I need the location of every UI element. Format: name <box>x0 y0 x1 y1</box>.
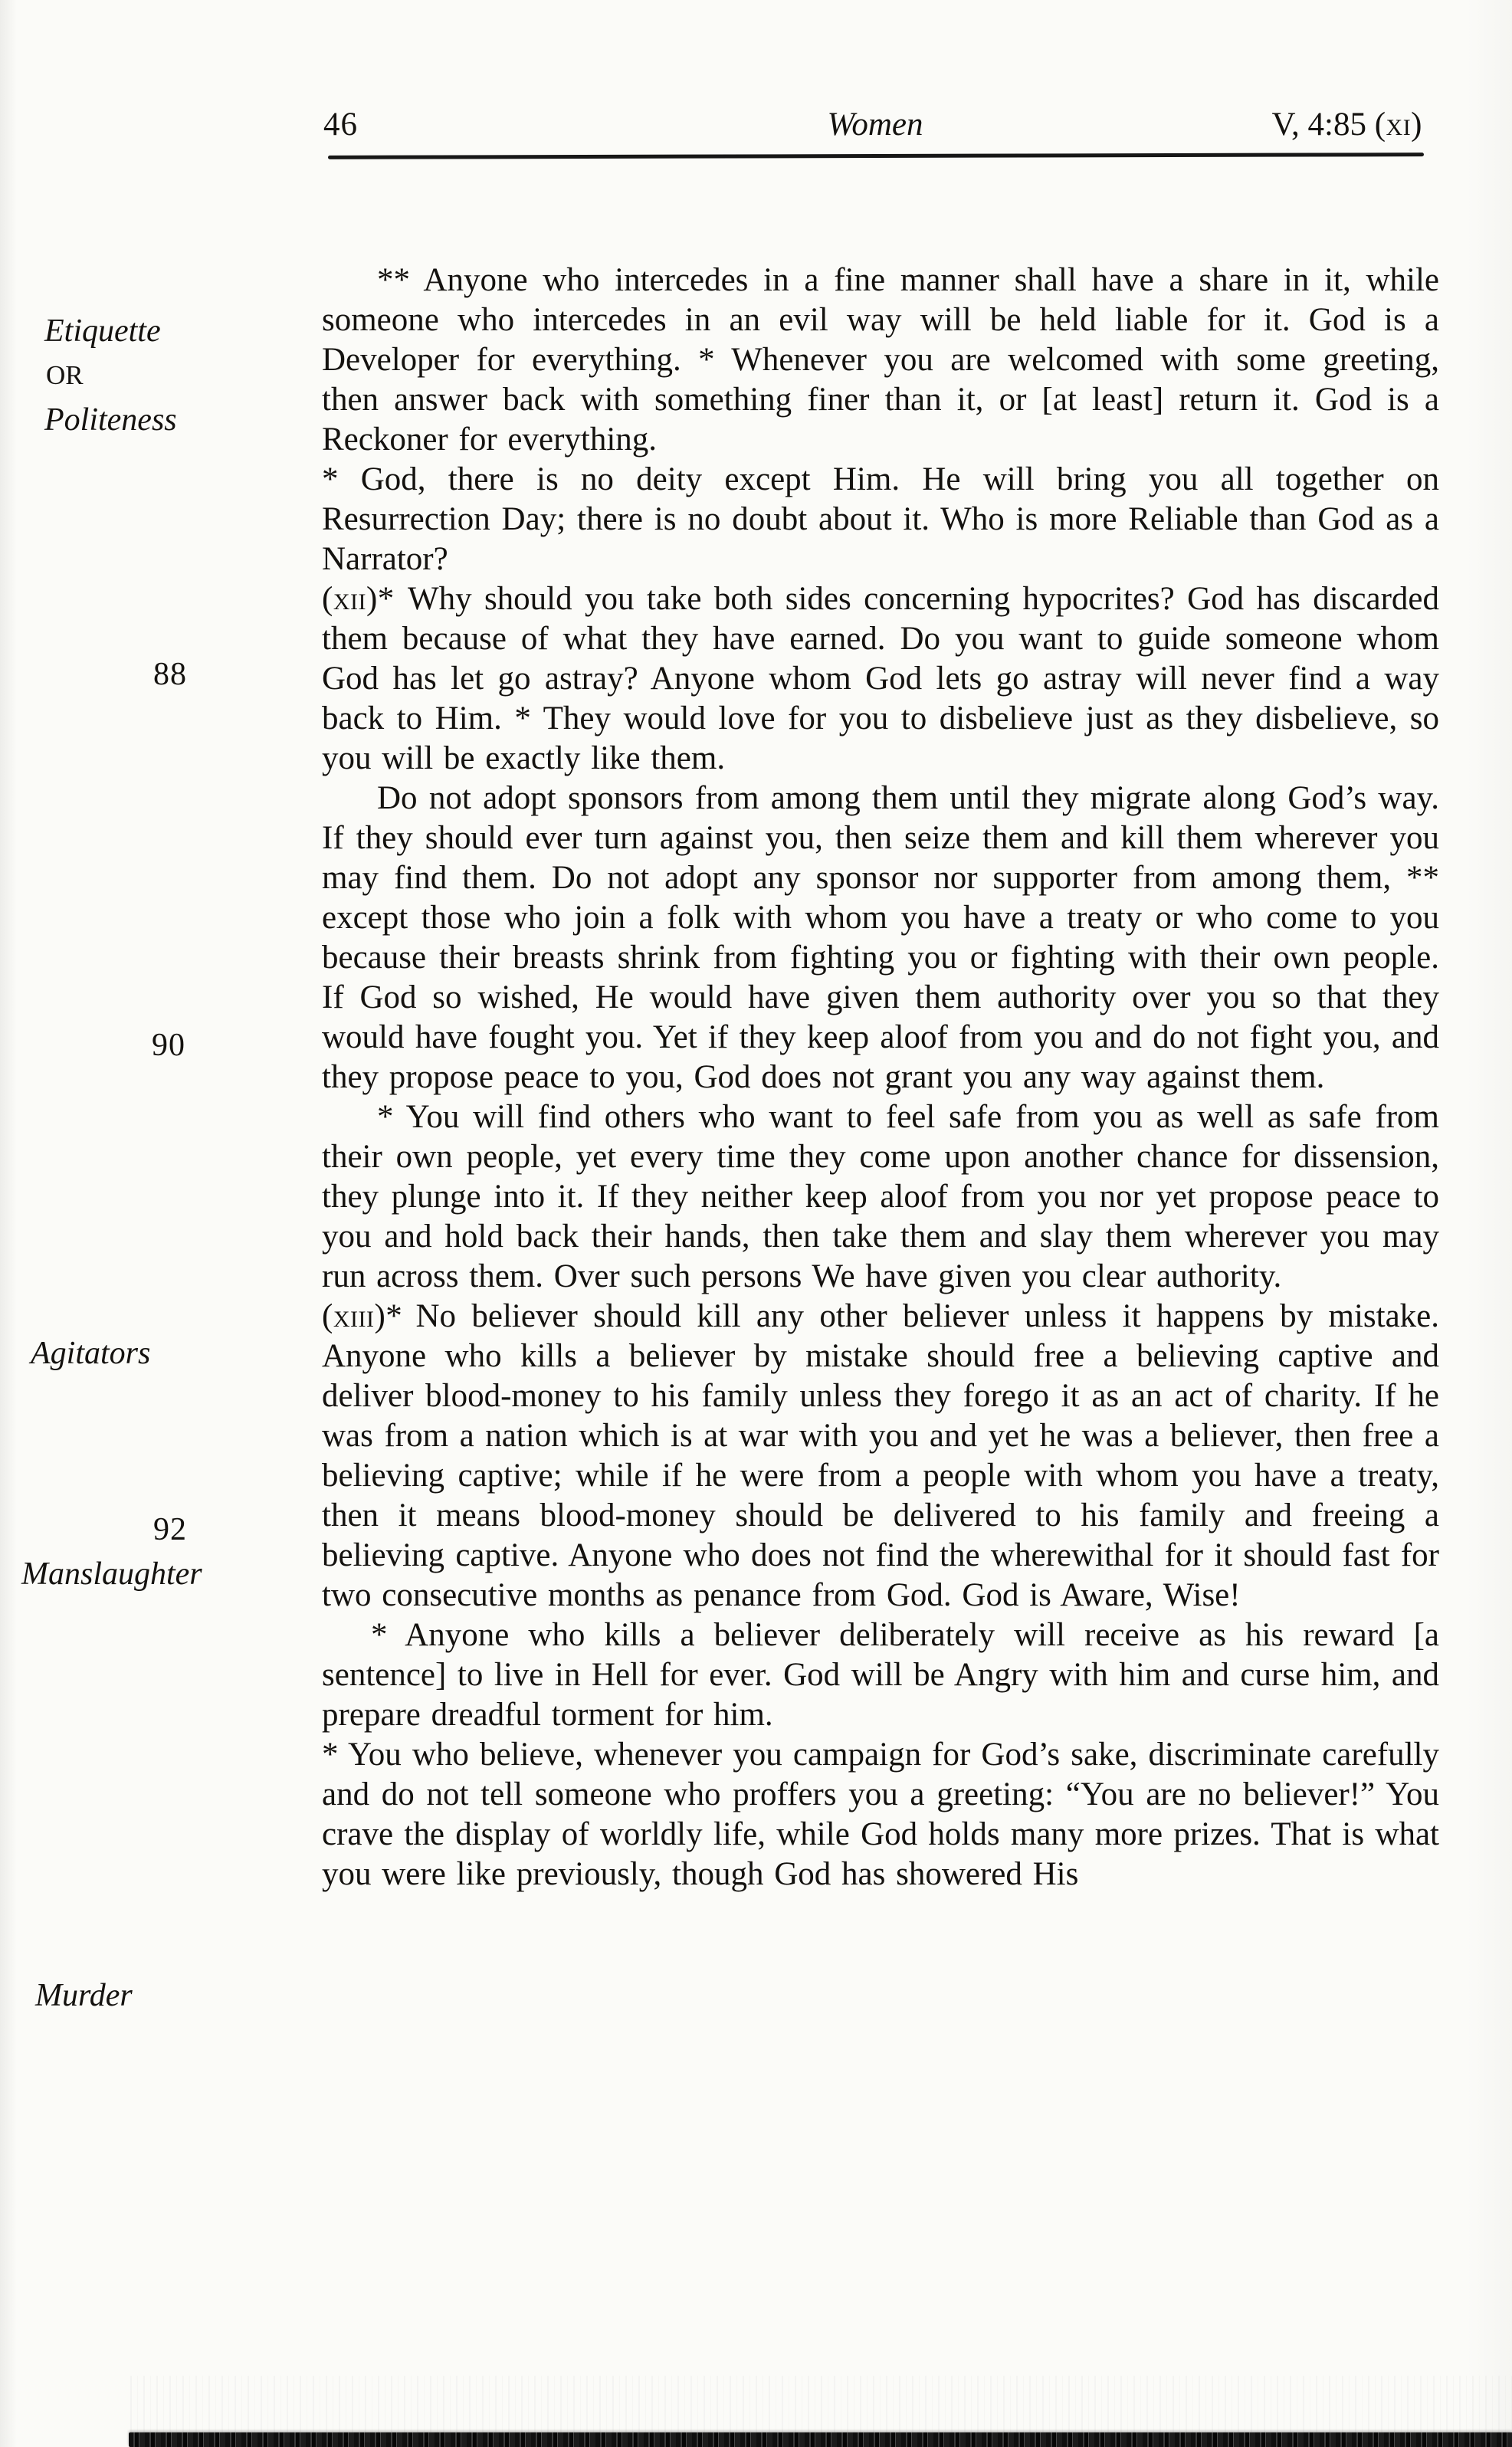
header-rule <box>328 153 1424 159</box>
margin-label-murder: Murder <box>35 1978 133 2013</box>
section-number-xiii: (xiii)* <box>322 1298 403 1334</box>
scan-edge-artifact <box>129 2432 1512 2447</box>
verse-paragraph-deity: * God, there is no deity except Him. He will bring you all together on Resurrection Day; there is no doubt about it. Who is more Reliable than God as a Narrator? <box>322 461 1439 577</box>
verse-reference <box>1271 106 1422 143</box>
body-text-column <box>322 261 1439 1894</box>
verse-paragraph-agitators: * You will find others who want to feel safe from you as well as safe from their own people, yet every time they come upon another chance for dissension, they plunge into it. If they neither keep aloof from you nor yet propose peace to you and hold back their hands, then take them and slay them wherever you may run across them. Over such persons We have given you clear authority. <box>322 1099 1439 1294</box>
section-xiii-text: No believer should kill any other believer unless it happens by mistake. Anyone who kills a believer by mistake should free a believing captive and deliver blood-money to his family unless they forego it as an act of charity. If he was from a nation which is at war with you and yet he was a believer, then free a believing captive; while if he were from a people with whom you have a treaty, then it means blood-money should be delivered to his family and freeing a believing captive. Anyone who does not find the wherewithal for it should fast for two consecutive months as penance from God. God is Aware, Wise! <box>322 1298 1439 1613</box>
margin-verse-number-88: 88 <box>153 657 187 692</box>
margin-verse-number-90: 90 <box>152 1028 185 1063</box>
section-paragraph-xiii <box>322 1297 1439 1615</box>
verse-paragraph-sponsors: Do not adopt sponsors from among them until they migrate along God’s way. If they should ever turn against you, then seize them and kill them wherever you may find them. Do not adopt any sponsor nor supporter from among them, ** except those who join a folk with whom you have a treaty or who come to you because their breasts shrink from fighting you or fighting with their own people. If God so wished, He would have given them authority over you so that they would have fought you. Yet if they keep aloof from you and do not fight you, and they propose peace to you, God does not grant you any way against them. <box>322 780 1439 1095</box>
margin-label-manslaughter: Manslaughter <box>21 1556 202 1592</box>
margin-label-or: OR <box>46 360 84 390</box>
scan-noise-texture <box>130 2376 1512 2432</box>
section-number-xii: (xii)* <box>322 581 395 617</box>
margin-label-politeness: Politeness <box>44 402 177 438</box>
margin-label-agitators: Agitators <box>31 1336 151 1371</box>
margin-label-etiquette: Etiquette <box>44 313 161 349</box>
page-title: Women <box>827 107 923 143</box>
page-number: 46 <box>323 107 358 143</box>
running-head <box>323 106 1422 152</box>
margin-verse-number-92: 92 <box>153 1512 187 1547</box>
verse-paragraph-murder: * Anyone who kills a believer deliberately will receive as his reward [a sentence] to live in Hell for ever. God will be Angry with him and curse him, and prepare dreadful torment for him. <box>322 1617 1439 1733</box>
section-paragraph-xii <box>322 579 1439 779</box>
verse-paragraph-campaign: * You who believe, whenever you campaign for God’s sake, discriminate carefully and do not tell someone who proffers you a greeting: “You are no believer!” You crave the display of worldly life, while God holds many more prizes. That is what you were like previously, though God has showered His <box>322 1737 1439 1892</box>
verse-paragraph-etiquette: ** Anyone who intercedes in a fine manner shall have a share in it, while someone who intercedes in an evil way will be held liable for it. God is a Developer for everything. * Whenever you are welcomed with some greeting, then answer back with something finer than it, or [at least] return it. God is a Reckoner for everything. <box>322 262 1439 458</box>
section-reference-number: (xi) <box>1374 107 1422 143</box>
verse-reference-number: V, 4:85 <box>1271 107 1366 143</box>
section-xii-text: Why should you take both sides concerning hypocrites? God has discarded them because of what they have earned. Do you want to guide someone whom God has let go astray? Anyone whom God lets go astray will never find a way back to Him. * They would love for you to disbelieve just as they disbelieve, so you will be exactly like them. <box>322 581 1439 776</box>
